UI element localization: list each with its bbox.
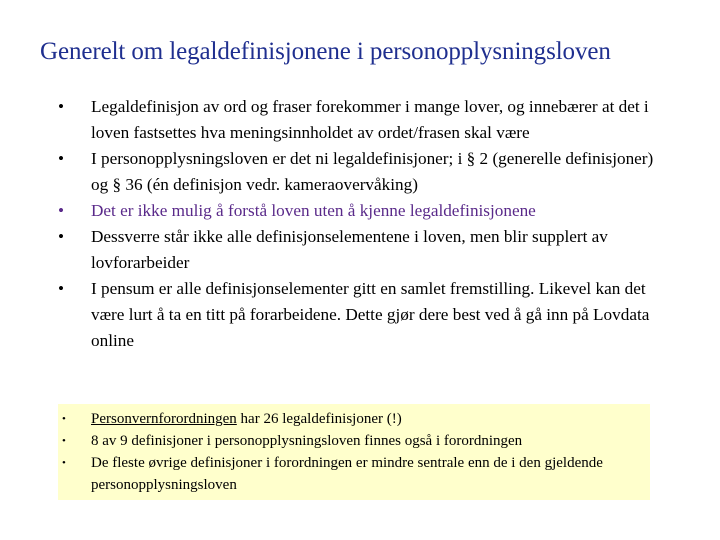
- bullet-marker: •: [58, 149, 65, 168]
- box-bullet-item: [58, 408, 650, 430]
- bullet-item: [58, 198, 658, 224]
- bold-underlined-term: Personvernforordningen: [91, 411, 237, 427]
- bullet-marker: •: [62, 413, 66, 425]
- bullet-marker: •: [62, 457, 66, 469]
- bullet-marker: •: [58, 97, 65, 116]
- bullet-marker: •: [58, 279, 65, 298]
- bullet-text: 8 av 9 definisjoner i personopplysningsloven finnes også i forordningen: [91, 433, 523, 449]
- bullet-text: Dessverre står ikke alle definisjonselementene i loven, men blir supplert av lovforarbeider: [91, 227, 608, 272]
- main-bullet-list: [58, 94, 658, 354]
- bullet-marker: •: [58, 227, 65, 246]
- bullet-marker: •: [62, 435, 66, 447]
- bullet-text: I pensum er alle definisjonselementer gitt en samlet fremstilling. Likevel kan det være lurt å ta en titt på forarbeidene. Dette gjør dere best ved å gå inn på Lovdata online: [91, 279, 650, 350]
- slide-title: Generelt om legaldefinisjonene i personopplysningsloven: [40, 38, 611, 65]
- bullet-item: [58, 94, 658, 146]
- box-bullet-item: [58, 430, 650, 452]
- bullet-item: [58, 224, 658, 276]
- bullet-text: Legaldefinisjon av ord og fraser forekommer i mange lover, og innebærer at det i loven fastsettes hva meningsinnholdet av ordet/frasen skal være: [91, 97, 649, 142]
- bullet-text: har 26 legaldefinisjoner (!): [236, 411, 402, 427]
- bullet-text: De fleste øvrige definisjoner i forordningen er mindre sentrale enn de i den gjeldende personopplysningsloven: [91, 455, 603, 493]
- highlight-box: [58, 404, 650, 500]
- box-bullet-list: [58, 404, 650, 496]
- bullet-text: I personopplysningsloven er det ni legaldefinisjoner; i § 2 (generelle definisjoner) og § 36 (én definisjon vedr. kameraovervåking): [91, 149, 654, 194]
- bullet-text: Det er ikke mulig å forstå loven uten å kjenne legaldefinisjonene: [91, 201, 536, 220]
- bullet-item: [58, 276, 658, 354]
- box-bullet-item: [58, 452, 650, 496]
- bullet-marker: •: [58, 201, 65, 220]
- bullet-item: [58, 146, 658, 198]
